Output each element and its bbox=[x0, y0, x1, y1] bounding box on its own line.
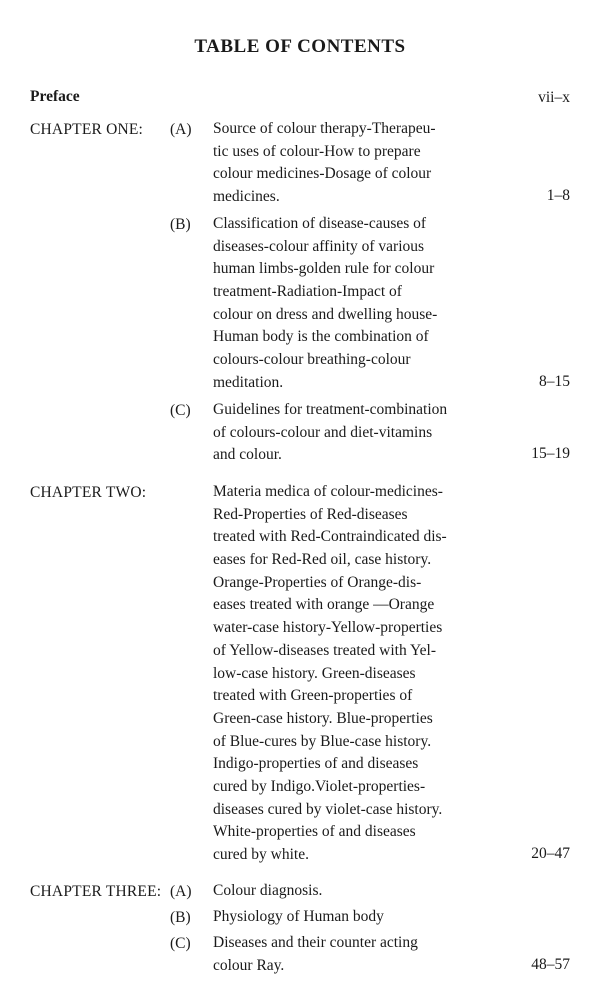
section-line: Source of colour therapy-Therapeu- bbox=[213, 120, 436, 137]
section-line: Human body is the combination of bbox=[213, 328, 429, 346]
section-line: eases for Red-Red oil, case history. bbox=[213, 551, 432, 569]
section-pages: 48–57 bbox=[531, 955, 570, 973]
section-text bbox=[213, 932, 493, 977]
section-line: Red-Properties of Red-diseases bbox=[213, 505, 408, 523]
section-line: of Blue-cures by Blue-case history. bbox=[213, 732, 432, 750]
section-line: treatment-Radiation-Impact of bbox=[213, 283, 402, 301]
section-line: human limbs-golden rule for colour bbox=[213, 260, 435, 278]
section-line: low-case history. Green-diseases bbox=[213, 664, 416, 682]
section-line: diseases-colour affinity of various bbox=[213, 237, 425, 255]
section-line: colour Ray. bbox=[213, 956, 285, 974]
section-line: Physiology of Human body bbox=[213, 908, 384, 925]
section-pages: 15–19 bbox=[531, 445, 570, 463]
section-line: colour on dress and dwelling house- bbox=[213, 305, 438, 323]
section-text bbox=[213, 213, 493, 395]
section-text bbox=[213, 118, 493, 209]
section-line: Diseases and their counter acting bbox=[213, 934, 418, 951]
section-line: treated with Green-properties of bbox=[213, 687, 413, 705]
section-letter: (B) bbox=[170, 909, 191, 926]
section-line: White-properties of and diseases bbox=[213, 823, 416, 841]
section-line: colours-colour breathing-colour bbox=[213, 351, 411, 369]
section-line: of Yellow-diseases treated with Yel- bbox=[213, 641, 437, 659]
section-text bbox=[213, 399, 493, 467]
section-pages: 1–8 bbox=[546, 187, 570, 205]
section-letter: (A) bbox=[170, 883, 192, 900]
section-pages: 8–15 bbox=[539, 372, 570, 390]
section-line: Classification of disease-causes of bbox=[213, 215, 427, 232]
section-letter: (C) bbox=[170, 402, 191, 419]
section-letter: (C) bbox=[170, 935, 191, 952]
section-text bbox=[213, 481, 493, 867]
section-line: tic uses of colour-How to prepare bbox=[213, 142, 421, 160]
section-line: Orange-Properties of Orange-dis- bbox=[213, 573, 422, 591]
section-text bbox=[213, 880, 493, 903]
chapter-label: CHAPTER TWO: bbox=[30, 484, 147, 501]
preface-label: Preface bbox=[30, 88, 80, 105]
section-letter: (B) bbox=[170, 216, 191, 233]
page-title: TABLE OF CONTENTS bbox=[194, 36, 406, 57]
chapter-label: CHAPTER ONE: bbox=[30, 121, 144, 138]
section-line: treated with Red-Contraindicated dis- bbox=[213, 528, 447, 546]
section-line: water-case history-Yellow-properties bbox=[213, 619, 443, 637]
section-pages: 20–47 bbox=[531, 845, 570, 863]
section-line: Materia medica of colour-medicines- bbox=[213, 483, 443, 500]
section-line: medicines. bbox=[213, 188, 280, 206]
section-line: colour medicines-Dosage of colour bbox=[213, 165, 432, 183]
section-line: Green-case history. Blue-properties bbox=[213, 709, 433, 727]
section-line: and colour. bbox=[213, 446, 282, 464]
section-line: Indigo-properties of and diseases bbox=[213, 755, 419, 773]
section-line: Guidelines for treatment-combination bbox=[213, 401, 448, 418]
section-line: diseases cured by violet-case history. bbox=[213, 800, 443, 818]
section-line: meditation. bbox=[213, 373, 284, 391]
section-line: Colour diagnosis. bbox=[213, 882, 323, 899]
chapter-label: CHAPTER THREE: bbox=[30, 883, 162, 900]
section-line: eases treated with orange —Orange bbox=[213, 596, 435, 614]
section-letter: (A) bbox=[170, 121, 192, 138]
preface-pages: vii–x bbox=[538, 89, 570, 106]
section-line: cured by white. bbox=[213, 846, 309, 863]
section-text bbox=[213, 906, 493, 929]
section-line: cured by Indigo.Violet-properties- bbox=[213, 777, 426, 795]
section-line: of colours-colour and diet-vitamins bbox=[213, 423, 433, 441]
